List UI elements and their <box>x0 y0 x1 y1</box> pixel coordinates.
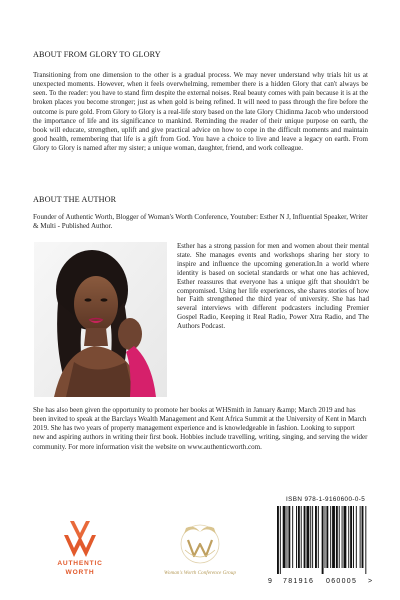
author-titles-text: Founder of Authentic Worth, Blogger of Woman's Worth Conference, Youtuber: Esther N J, Influential Speaker, Writer & Multi - Published Author. <box>33 213 368 231</box>
barcode-digit-first: 9 <box>268 578 272 585</box>
about-book-text: Transitioning from one dimension to the other is a gradual process. We may never understand why trials hit us at unexpected moments. However, when it feels overwhelming, remember there is a hidden Glory that can't always be seen. To the reader: you have to stand firm despite the external noises. Real beauty comes with pain because it is at the broken places you become stronger; just as when gold is being refined. It will need to pass through the fire before the outcome is pure gold. From Glory to Glory is a real-life story based on the late Glory Chidinma Jacob who understood the importance of life and its significance to mankind. Reminding the reader of their unique purpose on earth, the book will educate, strengthen, uplift and give practical advice on how to cope in the difficult moments and maintain good health, remembering that life is a gift from God. You have a choice to live and leave a legacy on earth. From Glory to Glory is named after my sister; a unique woman, daughter, friend, and work colleague. <box>33 71 368 153</box>
author-bio-text: Esther has a strong passion for men and women about their mental state. She manages events and workshops sharing her story to inspire and influence the upcoming generation.In a world where identity is based on societal standards or what one has achieved, Esther reassures that everyone has a unique gift that shouldn't be compromised. Using her life experiences, she shares stories of how her Faith strengthened the third year of university. She has had several interviews with different podcasters including Premier Gospel Radio, Keeping it Real Radio, Power Xtra Radio, and The Authors Podcast. <box>177 242 369 331</box>
womans-worth-text: Woman's Worth Conference Group <box>164 570 236 576</box>
barcode <box>275 506 371 576</box>
about-book-heading: ABOUT FROM GLORY TO GLORY <box>33 50 161 59</box>
authentic-worth-line1: AUTHENTIC <box>57 560 103 567</box>
isbn-label: ISBN 978-1-9160600-0-5 <box>286 496 366 503</box>
author-more-text: She has also been given the opportunity to promote her books at WHSmith in January &amp; March 2019 and has been invited to speak at the Barclays Wealth Management and Kent Africa Summit at the University of Kent in March 2019. She has two years of property management experience and is knowledgeable in fashion. Looking to support new and aspiring authors in writing their first book. Hobbies include travelling, writing, singing, and serving the wider community. For more information visit the website on www.authenticworth.com. <box>33 406 368 451</box>
barcode-digits-left: 781916 <box>283 578 315 585</box>
authentic-worth-logo <box>44 517 116 583</box>
author-photo <box>34 242 167 397</box>
authentic-worth-line2: WORTH <box>65 569 95 576</box>
about-author-heading: ABOUT THE AUTHOR <box>33 195 117 204</box>
womans-worth-logo <box>140 520 260 582</box>
barcode-digits-right: 060005 <box>326 578 358 585</box>
barcode-tail: > <box>368 578 373 585</box>
